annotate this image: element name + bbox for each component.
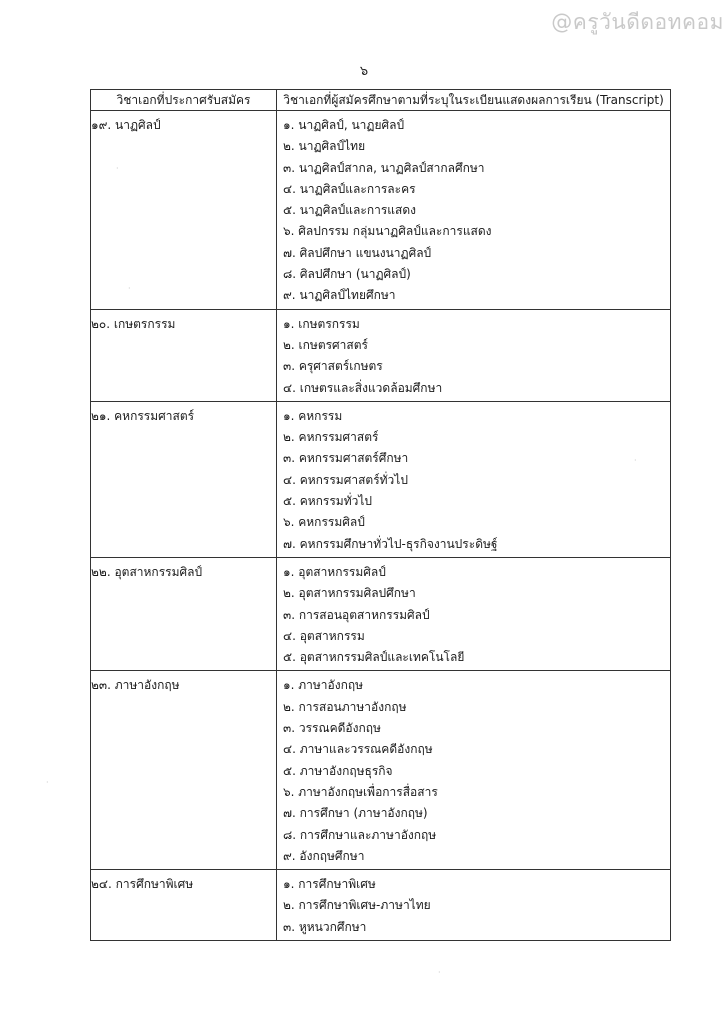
subject-cell: ๒๑. คหกรรมศาสตร์ [91, 401, 277, 557]
scan-speck: · [438, 968, 441, 977]
subject-cell: ๒๒. อุตสาหกรรมศิลป์ [91, 557, 277, 670]
list-item: ๒. คหกรรมศาสตร์ [283, 430, 379, 445]
table-header-row [91, 90, 671, 111]
scan-speck: · [634, 456, 637, 465]
majors-list [277, 675, 670, 867]
watermark: @ครูวันดีดอทคอม [551, 10, 724, 34]
majors-cell [277, 401, 671, 557]
list-item: ๗. คหกรรมศึกษาทั่วไป-ธุรกิจงานประดิษฐ์ [283, 536, 498, 551]
list-item: ๑. การศึกษาพิเศษ [283, 877, 376, 892]
majors-cell [277, 111, 671, 310]
scan-speck: · [116, 164, 119, 173]
scan-speck: · [46, 778, 49, 787]
list-item: ๓. ครุศาสตร์เกษตร [283, 359, 383, 374]
list-item: ๗. การศึกษา (ภาษาอังกฤษ) [283, 806, 428, 821]
list-item: ๒. นาฏศิลป์ไทย [283, 139, 366, 154]
list-item: ๑. ภาษาอังกฤษ [283, 678, 364, 693]
list-item: ๑. อุตสาหกรรมศิลป์ [283, 564, 386, 579]
list-item: ๔. คหกรรมศาสตร์ทั่วไป [283, 472, 408, 487]
list-item: ๘. ศิลปศึกษา (นาฏศิลป์) [283, 267, 411, 282]
list-item: ๔. อุตสาหกรรม [283, 628, 365, 643]
majors-list [277, 115, 670, 307]
majors-list [277, 562, 670, 668]
list-item: ๖. ภาษาอังกฤษเพื่อการสื่อสาร [283, 784, 438, 799]
list-item: ๑. นาฏศิลป์, นาฏยศิลป์ [283, 118, 405, 132]
list-item: ๑. คหกรรม [283, 408, 343, 423]
list-item: ๘. การศึกษาและภาษาอังกฤษ [283, 827, 437, 842]
list-item: ๕. นาฏศิลป์และการแสดง [283, 203, 416, 218]
table-row [91, 309, 671, 401]
table-row [91, 401, 671, 557]
list-item: ๒. การศึกษาพิเศษ-ภาษาไทย [283, 898, 431, 913]
majors-cell [277, 557, 671, 670]
list-item: ๑. เกษตรกรรม [283, 316, 360, 331]
majors-cell [277, 870, 671, 941]
header-announced-subject: วิชาเอกที่ประกาศรับสมัคร [91, 90, 277, 111]
table-row [91, 111, 671, 310]
subject-cell: ๑๙. นาฏศิลป์ [91, 111, 277, 310]
list-item: ๓. นาฏศิลป์สากล, นาฏศิลป์สากลศึกษา [283, 160, 485, 175]
list-item: ๓. การสอนอุตสาหกรรมศิลป์ [283, 607, 430, 622]
list-item: ๒. การสอนภาษาอังกฤษ [283, 699, 407, 714]
list-item: ๕. อุตสาหกรรมศิลป์และเทคโนโลยี [283, 650, 465, 665]
majors-table [90, 89, 671, 941]
list-item: ๒. อุตสาหกรรมศิลปศึกษา [283, 586, 416, 601]
majors-cell [277, 671, 671, 870]
table-row [91, 870, 671, 941]
majors-cell [277, 309, 671, 401]
list-item: ๓. หูหนวกศึกษา [283, 919, 367, 934]
list-item: ๕. ภาษาอังกฤษธุรกิจ [283, 763, 393, 778]
table-row [91, 557, 671, 670]
list-item: ๙. อังกฤษศึกษา [283, 848, 365, 863]
majors-list [277, 874, 670, 938]
subject-cell: ๒๐. เกษตรกรรม [91, 309, 277, 401]
list-item: ๙. นาฏศิลป์ไทยศึกษา [283, 288, 396, 303]
list-item: ๗. ศิลปศึกษา แขนงนาฏศิลป์ [283, 245, 432, 260]
list-item: ๔. นาฏศิลป์และการละคร [283, 181, 416, 196]
list-item: ๖. คหกรรมศิลป์ [283, 515, 365, 530]
subject-cell: ๒๓. ภาษาอังกฤษ [91, 671, 277, 870]
list-item: ๖. ศิลปกรรม กลุ่มนาฏศิลป์และการแสดง [283, 224, 492, 239]
subject-cell: ๒๔. การศึกษาพิเศษ [91, 870, 277, 941]
list-item: ๓. วรรณคดีอังกฤษ [283, 721, 381, 736]
list-item: ๒. เกษตรศาสตร์ [283, 337, 368, 352]
table-row [91, 671, 671, 870]
list-item: ๓. คหกรรมศาสตร์ศึกษา [283, 451, 409, 466]
list-item: ๔. ภาษาและวรรณคดีอังกฤษ [283, 742, 433, 757]
scan-speck: · [128, 284, 131, 293]
header-transcript-major: วิชาเอกที่ผู้สมัครศึกษาตามที่ระบุในระเบียนแสดงผลการเรียน (Transcript) [277, 90, 671, 111]
page-number: ๖ [359, 64, 369, 79]
majors-list [277, 314, 670, 399]
list-item: ๔. เกษตรและสิ่งแวดล้อมศึกษา [283, 380, 443, 395]
list-item: ๕. คหกรรมทั่วไป [283, 494, 373, 509]
majors-list [277, 406, 670, 555]
